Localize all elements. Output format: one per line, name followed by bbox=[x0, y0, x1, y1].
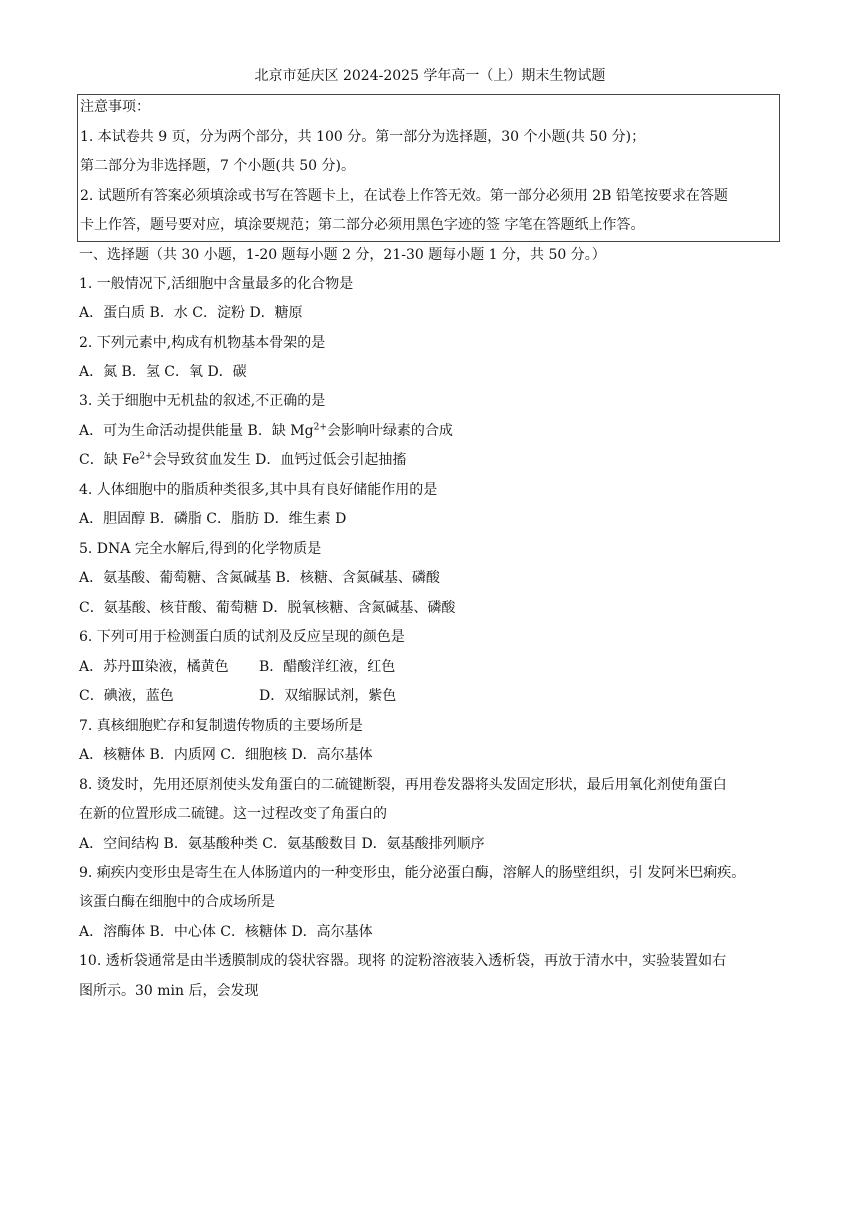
question-6-option-a: A．苏丹Ⅲ染液，橘黄色 bbox=[79, 659, 229, 675]
notice-item-2-cont: 卡上作答，题号要对应，填涂要规范；第二部分必须用黑色字迹的签 字笔在答题纸上作答。 bbox=[80, 217, 645, 233]
notice-box bbox=[77, 94, 780, 242]
question-3-option-a: A．可为生命活动提供能量 B．缺 Mg bbox=[79, 423, 314, 439]
notice-item-2: 2. 试题所有答案必须填涂或书写在答题卡上，在试卷上作答无效。第一部分必须用 2B 铅笔按要求在答题 bbox=[80, 188, 728, 204]
question-3-options-cd bbox=[79, 450, 406, 470]
question-4-stem: 4. 人体细胞中的脂质种类很多,其中具有良好储能作用的是 bbox=[79, 482, 438, 498]
charge-superscript: 2+ bbox=[313, 422, 327, 433]
question-8-stem: 8. 烫发时，先用还原剂使头发角蛋白的二硫键断裂，再用卷发器将头发固定形状，最后用氧化剂使角蛋白 bbox=[79, 777, 727, 793]
question-3-stem: 3. 关于细胞中无机盐的叙述,不正确的是 bbox=[79, 393, 326, 409]
question-3-option-d: 会导致贫血发生 D．血钙过低会引起抽搐 bbox=[152, 452, 407, 468]
question-5-stem: 5. DNA 完全水解后,得到的化学物质是 bbox=[79, 541, 322, 557]
question-6-option-b: B．醋酸洋红液，红色 bbox=[259, 659, 396, 675]
section-heading: 一、选择题（共 30 小题，1-20 题每小题 2 分，21-30 题每小题 1 分，共 50 分。） bbox=[79, 247, 606, 263]
question-6-options-ab bbox=[79, 657, 395, 677]
notice-heading: 注意事项： bbox=[80, 99, 150, 115]
question-5-options-ab: A．氨基酸、葡萄糖、含氮碱基 B．核糖、含氮碱基、磷酸 bbox=[79, 570, 440, 586]
question-8-options: A．空间结构 B．氨基酸种类 C．氨基酸数目 D．氨基酸排列顺序 bbox=[79, 836, 485, 852]
question-6-option-c: C．碘液，蓝色 bbox=[79, 688, 174, 704]
question-5-options-cd: C．氨基酸、核苷酸、葡萄糖 D．脱氧核糖、含氮碱基、磷酸 bbox=[79, 600, 456, 616]
question-7-stem: 7. 真核细胞贮存和复制遗传物质的主要场所是 bbox=[79, 718, 363, 734]
question-2-stem: 2. 下列元素中,构成有机物基本骨架的是 bbox=[79, 335, 326, 351]
notice-item-1: 1. 本试卷共 9 页，分为两个部分，共 100 分。第一部分为选择题，30 个小题(共 50 分)； bbox=[80, 129, 646, 145]
question-8-stem-cont: 在新的位置形成二硫键。这一过程改变了角蛋白的 bbox=[79, 806, 387, 822]
question-1-stem: 1. 一般情况下,活细胞中含量最多的化合物是 bbox=[79, 276, 354, 292]
question-9-stem-cont: 该蛋白酶在细胞中的合成场所是 bbox=[79, 894, 275, 910]
question-3-option-b: 会影响叶绿素的合成 bbox=[326, 423, 453, 439]
question-6-option-d: D．双缩脲试剂，紫色 bbox=[259, 688, 397, 704]
charge-superscript: 2+ bbox=[139, 451, 153, 462]
question-9-stem: 9. 痢疾内变形虫是寄生在人体肠道内的一种变形虫，能分泌蛋白酶，溶解人的肠壁组织，引 发阿米巴痢疾。 bbox=[79, 865, 746, 881]
question-10-stem: 10. 透析袋通常是由半透膜制成的袋状容器。现将 的淀粉溶液装入透析袋，再放于清水中，实验装置如右 bbox=[79, 953, 727, 969]
question-3-options-ab bbox=[79, 421, 453, 441]
question-1-options: A．蛋白质 B．水 C．淀粉 D．糖原 bbox=[79, 305, 303, 321]
question-3-option-c: C．缺 Fe bbox=[79, 452, 140, 468]
question-9-options: A．溶酶体 B．中心体 C．核糖体 D．高尔基体 bbox=[79, 924, 373, 940]
question-6-options-cd bbox=[79, 686, 396, 706]
question-4-options: A．胆固醇 B．磷脂 C．脂肪 D．维生素 D bbox=[79, 511, 347, 527]
exam-title: 北京市延庆区 2024-2025 学年高一（上）期末生物试题 bbox=[254, 68, 606, 84]
notice-item-1-cont: 第二部分为非选择题，7 个小题(共 50 分)。 bbox=[80, 158, 355, 174]
question-2-options: A．氮 B．氢 C．氧 D．碳 bbox=[79, 364, 247, 380]
question-10-stem-cont: 图所示。30 min 后，会发现 bbox=[79, 983, 259, 999]
question-6-stem: 6. 下列可用于检测蛋白质的试剂及反应呈现的颜色是 bbox=[79, 629, 405, 645]
question-7-options: A．核糖体 B．内质网 C．细胞核 D．高尔基体 bbox=[79, 747, 373, 763]
